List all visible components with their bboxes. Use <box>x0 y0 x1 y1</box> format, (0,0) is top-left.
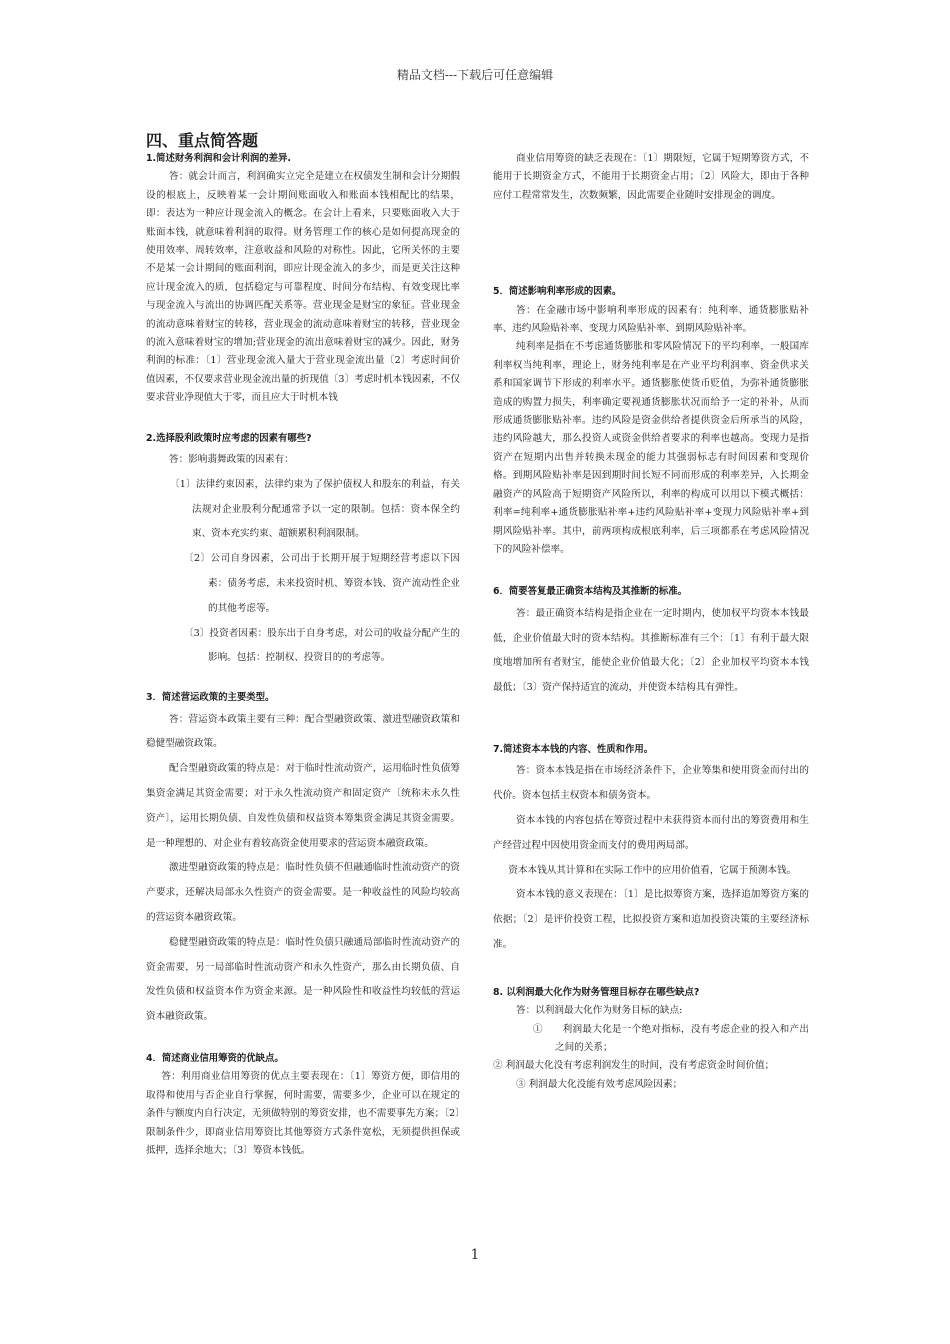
question-3-para-1: 答：营运资本政策主要有三种：配合型融资政策、激进型融资政策和稳健型融资政策。 <box>146 713 460 750</box>
question-6-title: 6．简要答复最正确资本结构及其推断的标准。 <box>493 586 688 598</box>
question-3-para-4: 稳健型融资政策的特点是：临时性负债只融通局部临时性流动资产的资金需要，另一局部临时性流动资产和永久性资产，那么由长期负债、自发性负债和权益资本作为资金来源。是一种风险性和收益性均较低的营运资本融资政策。 <box>146 936 460 1023</box>
question-7-para-3: 资本本钱从其计算和在实际工作中的应用价值看，它属于预测本钱。 <box>508 864 797 876</box>
question-2-item-2: 〔2〕公司自身因素，公司出于长期开展于短期经营考虑以下因素：债务考虑，未来投资时机、筹资本钱、资产流动性企业的其他考虑等。 <box>184 553 460 614</box>
question-8-item-2: ② 利润最大化没有考虑利润发生的时间，没有考虑资金时间价值； <box>493 1060 775 1072</box>
question-8-item-3: ③ 利润最大化没能有效考虑风险因素； <box>516 1078 683 1090</box>
question-2-item-3: 〔3〕投资者因素：股东出于自身考虑，对公司的收益分配产生的影响。包括：控制权、投资目的的考虑等。 <box>184 627 460 664</box>
question-2-title: 2.选择股利政策时应考虑的因素有哪些? <box>146 432 312 444</box>
question-2-intro: 答：影响翡舞政策的因素有： <box>169 454 294 466</box>
question-2-item-1: 〔1〕法律约束因素，法律约束为了保护债权人和股东的利益，有关法规对企业股利分配通常予以一定的限制。包括：资本保全约束、资本充实约束、超额累积利润限制。 <box>170 478 460 540</box>
question-4-para-1: 答：利用商业信用筹资的优点主要表现在：〔1〕筹资方便，即信用的取得和使用与否企业自行掌握，何时需要，需要多少，企业可以在规定的条件与额度内自行决定，无须做特别的筹资安排，也不需要事先方案；〔2〕限制条件少，即商业信用筹资比其他筹资方式条件宽松，无须提供担保或抵押，选择余地大；〔3〕筹资本钱低。 <box>146 1071 460 1157</box>
question-6-para-1: 答：最正确资本结构是指企业在一定时期内，使加权平均资本本钱最低，企业价值最大时的资本结构。其推断标准有三个：〔1〕有利于最大限度地增加所有者财宝，能使企业价值最大化；〔2〕企业加权平均资本本钱最低；〔3〕资产保持适宜的流动，并使资本结构具有弹性。 <box>493 607 809 694</box>
question-1-title: 1.简述财务利润和会计利润的差异. <box>146 153 291 164</box>
section-title: 四、重点简答题 <box>146 131 259 150</box>
question-7-title: 7.简述资本本钱的内容、性质和作用。 <box>493 743 654 755</box>
question-7-para-4: 资本本钱的意义表现在：〔1〕是比拟筹资方案，选择追加筹资方案的依据；〔2〕是评价投资工程，比拟投资方案和追加投资决策的主要经济标准。 <box>493 889 809 950</box>
question-8-intro: 答：以利润最大化作为财务目标的缺点: <box>516 1005 683 1017</box>
question-7-para-1: 答：资本本钱是指在市场经济条件下，企业筹集和使用资金而付出的代价。资本包括主权资本和债务资本。 <box>493 765 809 802</box>
question-8-title: 8. 以利润最大化作为财务管理目标存在哪些缺点? <box>493 986 700 998</box>
page-number: 1 <box>470 1247 480 1263</box>
left-column <box>146 150 460 1160</box>
question-4-para-2: 商业信用筹资的缺乏表现在：〔1〕期限短，它属于短期筹资方式，不能用于长期资金方式，不能用于长期资金占用；〔2〕风险大，即由于各种应付工程常常发生，次数频繁，因此需要企业随时安排现金的调度。 <box>493 153 809 201</box>
question-3-para-2: 配合型融资政策的特点是：对于临时性流动资产，运用临时性负债筹集资金满足其资金需要；对于永久性流动资产和固定资产〔统称未永久性资产〕，运用长期负债、自发性负债和权益资本筹集资金满足其资金需要。是一种理想的、对企业有着较高资金使用要求的营运资本融资政策。 <box>146 763 460 849</box>
question-5-para-2: 纯利率是指在不考虑通货膨胀和零风险情况下的平均利率，一般国库利率权当纯利率，理论上，财务纯利率是在产业平均利润率、资金供求关系和国家调节下形成的利率水平。通货膨胀使货币贬值，为弥补通货膨胀造成的购置力损失，利率确定要视通货膨胀状况而给予一定的补补，从而形成通货膨胀贴补率。违约风险是资金供给者提供资金后所承当的风险，违约风险越大，那么投资人或资金供给者要求的利率也越高。变现力是指资产在短期内出售并转换未现金的能力其强弱标志有时间因素和变现价格。到期风险贴补率是因到期时间长短不同而形成的利率差异，入长期金融资产的风险高于短期资产风险所以，利率的构成可以用以下模式概括：利率=纯利率+通货膨胀贴补率+违约风险贴补率+变现力风险贴补率+到期风险贴补率。其中，前两项构成根底利率，后三项都系在考虑风险情况下的风险补偿率。 <box>493 341 809 555</box>
question-1-answer: 答：就会计而言，利润确实立完全是建立在权债发生制和会计分期假设的根底上，反映着某一会计期间账面收入和账面本钱相配比的结果，即：表达为一种应计现金流入的概念。在会计上看来，只要账面收入大于账面本钱，就意味着利润的取得。财务管理工作的核心是如何提高现金的使用效率、周转效率，注意收益和风险的对称性。因此，它所关怀的主要不是某一会计期间的账面利润，即应计现金流入的多少，而是更关注这种应计现金流入的质，包括稳定与可靠程度、时间分布结构、有效变现比率与现金流入与流出的协调匹配关系等。营业现金是财宝的象征。营业现金的流动意味着财宝的转移，营业现金的流动意味着财宝的转移，营业现金的流入意味着财宝的增加;营业现金的流出意味着财宝的减少。因此，财务利润的标准：〔1〕营业现金流入量大于营业现金流出量〔2〕考虑时间价值因素，不仅要求营业现金流出量的折现值〔3〕考虑时机本钱因素，不仅要求营业净现值大于零，而且应大于时机本钱 <box>146 171 460 404</box>
question-7-para-2: 资本本钱的内容包括在筹资过程中未获得资本而付出的筹资费用和生产经营过程中因使用资金而支付的费用两局部。 <box>493 814 809 851</box>
right-column <box>493 150 809 1094</box>
question-4-title: 4．简述商业信用筹资的优缺点。 <box>146 1053 284 1065</box>
question-3-para-3: 激进型融资政策的特点是：临时性负债不但融通临时性流动资产的资产要求，还解决局部永久性资产的资金需要。是一种收益性的风险均较高的营运资本融资政策。 <box>146 862 460 924</box>
question-5-para-1: 答：在金融市场中影响利率形成的因素有：纯利率、通货膨胀贴补率、违约风险贴补率、变现力风险贴补率、到期风险贴补率。 <box>493 304 809 335</box>
page-header: 精品文档---下载后可任意编辑 <box>396 68 554 82</box>
question-5-title: 5．简述影响利率形成的因素。 <box>493 286 622 298</box>
question-3-title: 3．简述营运政策的主要类型。 <box>146 692 275 704</box>
question-8-item-1: ① 利润最大化是一个绝对指标，没有考虑企业的投入和产出之间的关系； <box>533 1023 809 1053</box>
